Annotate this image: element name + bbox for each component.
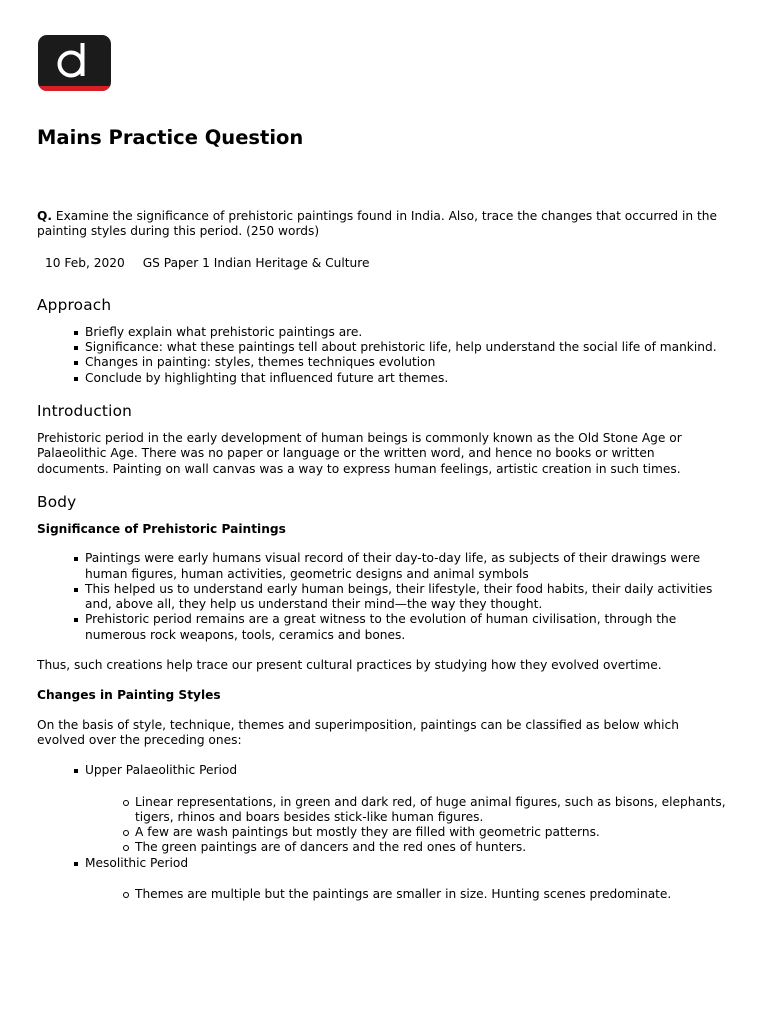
approach-list: [37, 325, 727, 386]
question-date: 10 Feb, 2020: [45, 255, 125, 270]
list-item: The green paintings are of dancers and the red ones of hunters.: [135, 840, 727, 855]
list-item: Paintings were early humans visual record of their day-to-day life, as subjects of their drawings were human figures, human activities, geometric designs and animal symbols: [85, 551, 727, 582]
significance-list: [37, 551, 727, 643]
list-item: Themes are multiple but the paintings are smaller in size. Hunting scenes predominate.: [135, 887, 727, 902]
approach-heading: Approach: [37, 295, 112, 314]
period-item: [85, 763, 727, 855]
period-points: [85, 795, 727, 856]
list-item: Significance: what these paintings tell about prehistoric life, help understand the social life of mankind.: [85, 340, 727, 355]
list-item: A few are wash paintings but mostly they are filled with geometric patterns.: [135, 825, 727, 840]
question-meta: [37, 256, 727, 271]
period-item: [85, 856, 727, 903]
brand-logo[interactable]: [38, 35, 111, 91]
period-name: Mesolithic Period: [85, 855, 189, 870]
list-item: This helped us to understand early human beings, their lifestyle, their food habits, their daily activities and, above all, they help us understand their mind—the way they thought.: [85, 582, 727, 613]
significance-heading: Significance of Prehistoric Paintings: [37, 521, 286, 536]
period-points: [85, 887, 727, 902]
significance-conclusion: Thus, such creations help trace our present cultural practices by studying how they evolved overtime.: [37, 658, 662, 673]
changes-heading: Changes in Painting Styles: [37, 688, 221, 703]
logo-accent-bar: [38, 86, 111, 91]
page-title: Mains Practice Question: [37, 126, 304, 149]
introduction-text: Prehistoric period in the early development of human beings is commonly known as the Old Stone Age or Palaeolithic Age. There was no paper or language or the written word, and hence no books or written documents. Painting on wall canvas was a way to express human feelings, artistic creation in such times.: [37, 431, 682, 476]
list-item: Prehistoric period remains are a great witness to the evolution of human civilisation, through the numerous rock weapons, tools, ceramics and bones.: [85, 612, 727, 643]
question-prefix: Q.: [37, 209, 52, 223]
list-item: Briefly explain what prehistoric paintings are.: [85, 325, 727, 340]
period-name: Upper Palaeolithic Period: [85, 763, 238, 778]
introduction-heading: Introduction: [37, 402, 133, 421]
body-heading: Body: [37, 492, 77, 511]
drishti-d-logo-icon: [38, 35, 111, 86]
question-text: [37, 209, 727, 240]
list-item: Changes in painting: styles, themes techniques evolution: [85, 355, 727, 370]
question-category[interactable]: GS Paper 1 Indian Heritage & Culture: [142, 255, 370, 270]
list-item: Linear representations, in green and dark red, of huge animal figures, such as bisons, elephants, tigers, rhinos and boars besides stick-like human figures.: [135, 794, 726, 824]
periods-list: [37, 763, 727, 902]
article-content: [37, 209, 727, 917]
changes-intro: On the basis of style, technique, themes and superimposition, paintings can be classified as below which evolved over the preceding ones:: [37, 717, 679, 747]
list-item: Conclude by highlighting that influenced future art themes.: [85, 371, 727, 386]
question-body: Examine the significance of prehistoric paintings found in India. Also, trace the changes that occurred in the painting styles during this period. (250 words): [37, 209, 717, 239]
